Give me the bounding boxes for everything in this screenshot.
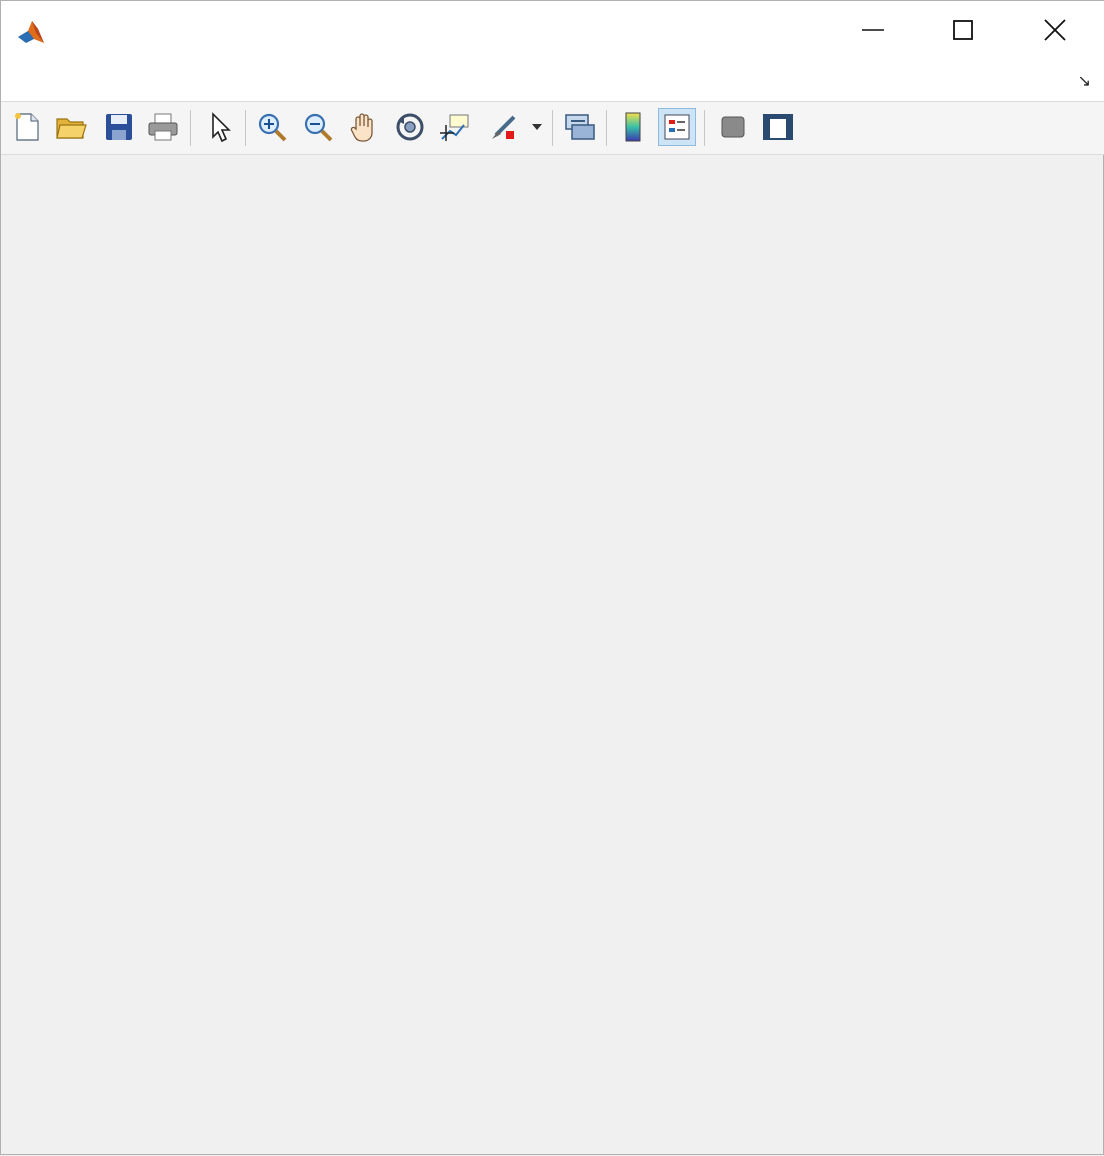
- title-bar[interactable]: [1, 1, 1104, 59]
- close-button[interactable]: [1009, 1, 1101, 59]
- minimize-icon: [862, 19, 884, 41]
- close-icon: [1043, 18, 1067, 42]
- rotate-icon[interactable]: [391, 108, 429, 146]
- minimize-button[interactable]: [827, 1, 919, 59]
- open-file-icon[interactable]: [52, 108, 90, 146]
- colorbar-icon[interactable]: [614, 108, 652, 146]
- legend-icon[interactable]: [658, 108, 696, 146]
- menu-bar: [1, 59, 1104, 101]
- hide-plot-tools-icon[interactable]: [714, 108, 752, 146]
- print-icon[interactable]: [144, 108, 182, 146]
- figure-canvas[interactable]: [1, 154, 1104, 1156]
- link-icon[interactable]: [561, 108, 599, 146]
- brush-dropdown-icon[interactable]: [527, 108, 547, 146]
- matlab-logo-icon: [16, 17, 46, 47]
- zoom-out-icon[interactable]: [299, 108, 337, 146]
- pan-icon[interactable]: [345, 108, 383, 146]
- save-icon[interactable]: [100, 108, 138, 146]
- plots-svg: [1, 154, 1104, 1156]
- maximize-icon: [952, 19, 974, 41]
- show-plot-tools-icon[interactable]: [759, 108, 797, 146]
- pointer-icon[interactable]: [201, 108, 239, 146]
- data-cursor-icon[interactable]: [437, 108, 475, 146]
- maximize-button[interactable]: [917, 1, 1009, 59]
- figure-toolbar: [1, 101, 1104, 155]
- zoom-in-icon[interactable]: [253, 108, 291, 146]
- new-figure-icon[interactable]: [8, 108, 46, 146]
- brush-icon[interactable]: [485, 108, 523, 146]
- dock-arrow-icon[interactable]: ↘: [1077, 73, 1091, 90]
